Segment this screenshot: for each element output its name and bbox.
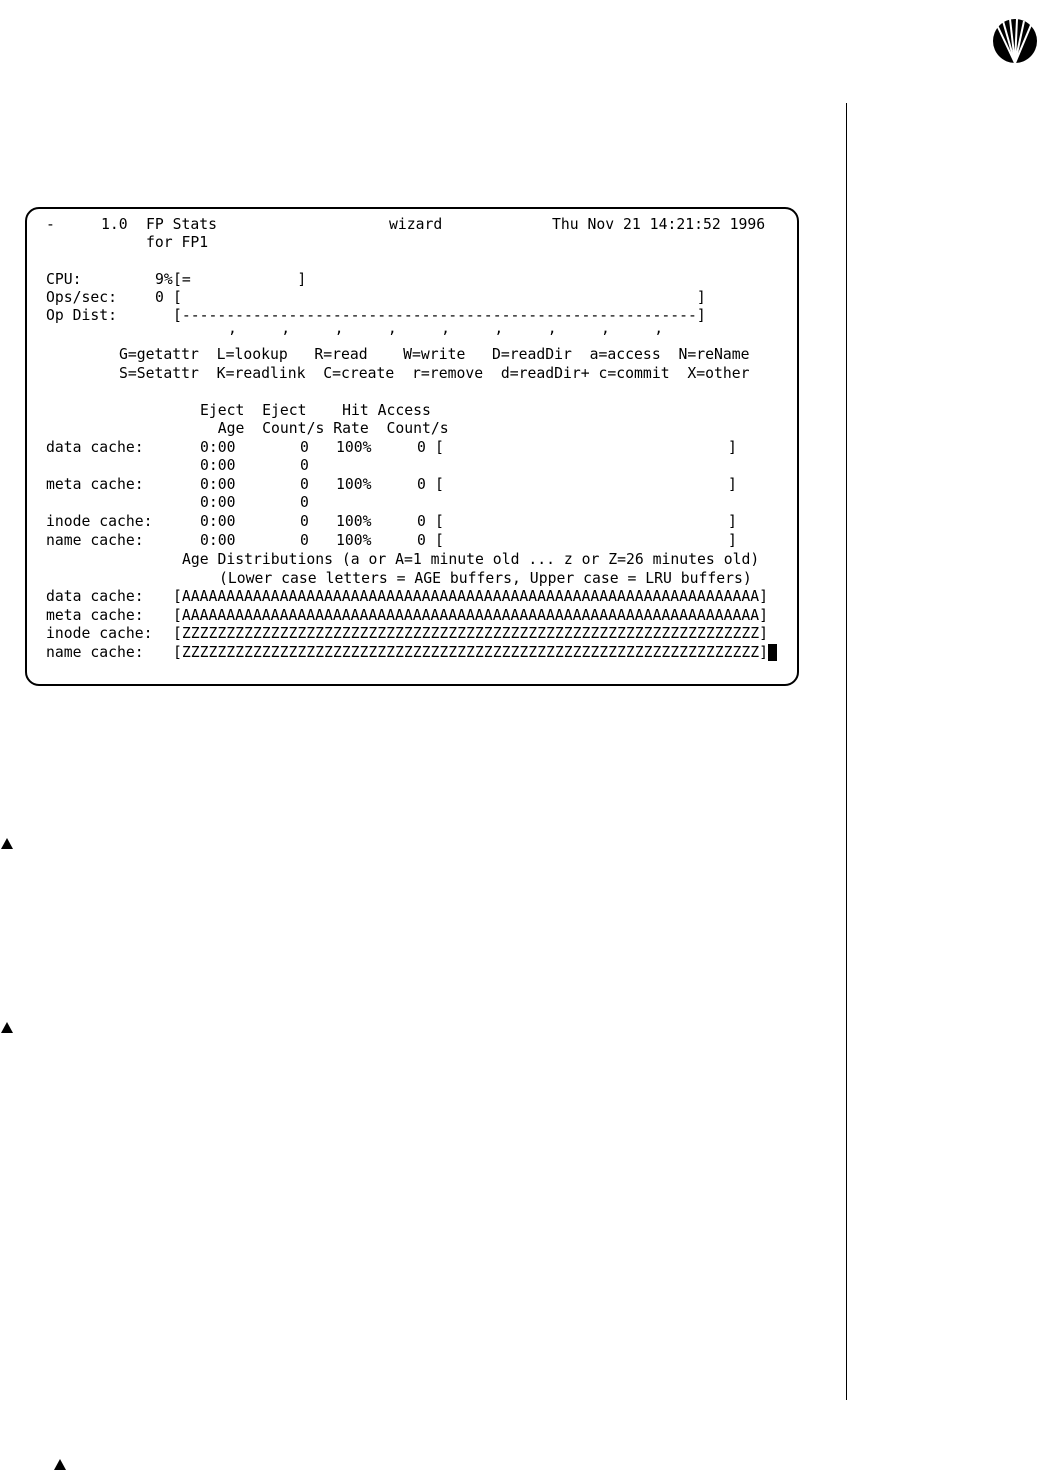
triangle-bullet-icon: [1, 838, 13, 849]
header-host: wizard: [389, 216, 443, 233]
age-dist-label: data cache:: [46, 588, 144, 605]
header-title: FP Stats: [146, 216, 218, 233]
cache-label: meta cache:: [46, 476, 144, 493]
ops-label: Ops/sec:: [46, 289, 118, 306]
age-dist-bar: [ZZZZZZZZZZZZZZZZZZZZZZZZZZZZZZZZZZZZZZZZZZZZZZZZZZZZZZZZZZZZZZZZZ]: [173, 644, 768, 661]
cache-count: 0: [300, 476, 309, 493]
cache-age: 0:00: [200, 532, 236, 549]
opdist-bar: [----------------------------------------------------------]: [173, 307, 706, 324]
cache-count: 0: [300, 513, 309, 530]
cache-age-2: 0:00: [200, 457, 236, 474]
cache-bar: [ ]: [435, 532, 737, 549]
cache-access: 0: [417, 532, 426, 549]
terminal-cursor[interactable]: [768, 644, 777, 661]
op-legend-row1: G=getattr L=lookup R=read W=write D=readDir a=access N=reName: [119, 346, 750, 363]
cache-hit: 100%: [336, 532, 372, 549]
cache-hit: 100%: [336, 513, 372, 530]
cache-header-row2: Age Count/s Rate Count/s: [200, 420, 449, 437]
margin-rule: [846, 103, 847, 1400]
cpu-value: 9%: [155, 271, 173, 288]
age-dist-subtitle: (Lower case letters = AGE buffers, Upper case = LRU buffers): [219, 570, 752, 587]
op-legend-row2: S=Setattr K=readlink C=create r=remove d=readDir+ c=commit X=other: [119, 365, 750, 382]
cpu-bar: [= ]: [173, 271, 307, 288]
triangle-bullet-icon: [54, 1459, 66, 1470]
header-datetime: Thu Nov 21 14:21:52 1996: [552, 216, 766, 233]
opdist-label: Op Dist:: [46, 307, 118, 324]
header-subtitle: for FP1: [146, 234, 209, 251]
cache-access: 0: [417, 513, 426, 530]
cpu-label: CPU:: [46, 271, 82, 288]
cache-hit: 100%: [336, 439, 372, 456]
cache-bar: [ ]: [435, 476, 737, 493]
cache-age: 0:00: [200, 476, 236, 493]
ops-bar: [ ]: [173, 289, 706, 306]
cache-header-row1: Eject Eject Hit Access: [200, 402, 431, 419]
cache-age: 0:00: [200, 439, 236, 456]
age-dist-label: meta cache:: [46, 607, 144, 624]
age-dist-bar: [ZZZZZZZZZZZZZZZZZZZZZZZZZZZZZZZZZZZZZZZZZZZZZZZZZZZZZZZZZZZZZZZZZ]: [173, 625, 768, 642]
age-dist-label: name cache:: [46, 644, 144, 661]
header-dash: -: [46, 216, 55, 233]
cache-bar: [ ]: [435, 513, 737, 530]
ops-value: 0: [155, 289, 164, 306]
age-dist-label: inode cache:: [46, 625, 153, 642]
cache-label: inode cache:: [46, 513, 153, 530]
cache-access: 0: [417, 439, 426, 456]
cache-count: 0: [300, 439, 309, 456]
cache-age-2: 0:00: [200, 494, 236, 511]
cache-age: 0:00: [200, 513, 236, 530]
cache-count: 0: [300, 532, 309, 549]
header-version: 1.0: [101, 216, 128, 233]
cache-bar: [ ]: [435, 439, 737, 456]
cache-access: 0: [417, 476, 426, 493]
cache-count-2: 0: [300, 457, 309, 474]
opdist-ticks: , , , , , , , , ,: [228, 320, 664, 337]
age-dist-bar: [AAAAAAAAAAAAAAAAAAAAAAAAAAAAAAAAAAAAAAAAAAAAAAAAAAAAAAAAAAAAAAAAA]: [173, 588, 768, 605]
age-dist-bar: [AAAAAAAAAAAAAAAAAAAAAAAAAAAAAAAAAAAAAAAAAAAAAAAAAAAAAAAAAAAAAAAAA]: [173, 607, 768, 624]
cache-label: name cache:: [46, 532, 144, 549]
cache-label: data cache:: [46, 439, 144, 456]
age-dist-title: Age Distributions (a or A=1 minute old ... z or Z=26 minutes old): [182, 551, 760, 568]
triangle-bullet-icon: [1, 1022, 13, 1033]
cache-count-2: 0: [300, 494, 309, 511]
cache-hit: 100%: [336, 476, 372, 493]
company-logo-icon: [991, 17, 1039, 65]
